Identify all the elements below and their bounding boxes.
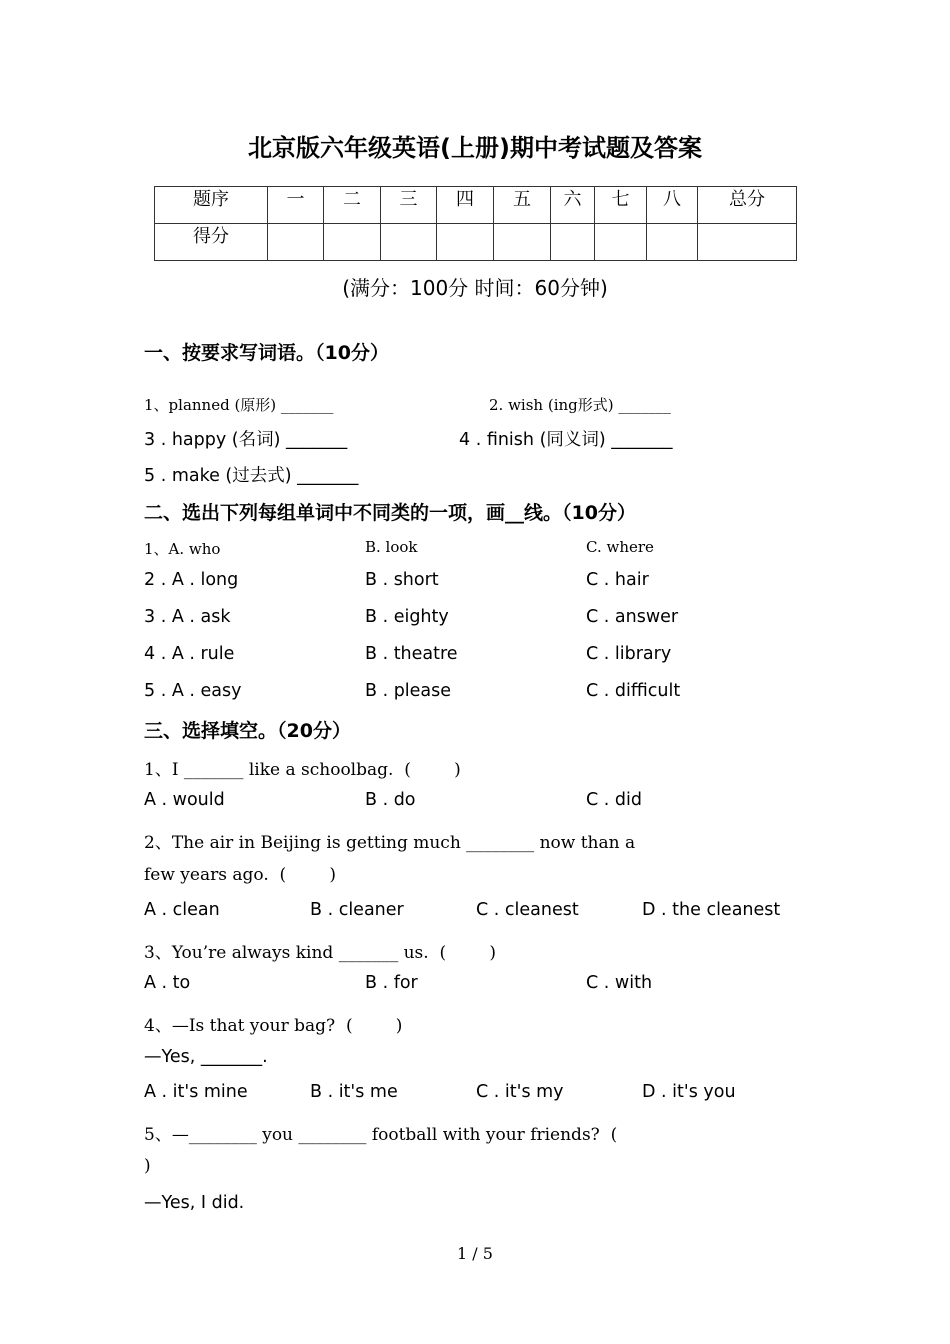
s2-row-1-a: 1、A. who bbox=[144, 540, 221, 558]
s3-q2-option-c: C . cleanest bbox=[476, 900, 579, 920]
header-cell: 总分 bbox=[698, 187, 797, 224]
s2-row-2-b: B . short bbox=[365, 570, 439, 590]
s2-row-3-a: 3 . A . ask bbox=[144, 607, 231, 627]
section-1-heading: 一、按要求写词语。（10分） bbox=[144, 342, 389, 364]
s2-row-5-b: B . please bbox=[365, 681, 452, 701]
score-table bbox=[154, 186, 797, 261]
s3-question-3: 3、You’re always kind _______ us. ( ) bbox=[144, 943, 496, 963]
header-cell: 题序 bbox=[155, 187, 268, 224]
header-cell: 五 bbox=[494, 187, 551, 224]
s1-question-3: 3 . happy (名词) _______ bbox=[144, 430, 348, 450]
s3-q3-option-b: B . for bbox=[365, 973, 418, 993]
s2-row-1-b: B. look bbox=[365, 538, 418, 556]
section-3-heading: 三、选择填空。（20分） bbox=[144, 720, 351, 742]
s1-question-2: 2. wish (ing形式) _______ bbox=[489, 396, 671, 414]
s2-row-4-a: 4 . A . rule bbox=[144, 644, 235, 664]
s3-question-1: 1、I _______ like a schoolbag. ( ) bbox=[144, 760, 461, 780]
s3-q2-option-d: D . the cleanest bbox=[642, 900, 781, 920]
score-cell bbox=[324, 224, 381, 261]
s2-row-2-a: 2 . A . long bbox=[144, 570, 239, 590]
s3-q3-option-c: C . with bbox=[586, 973, 653, 993]
score-label-cell: 得分 bbox=[155, 224, 268, 261]
header-cell: 八 bbox=[647, 187, 698, 224]
page-number: 1 / 5 bbox=[457, 1244, 493, 1263]
exam-note: (满分：100分 时间：60分钟) bbox=[342, 276, 608, 300]
s3-q4-option-a: A . it's mine bbox=[144, 1082, 248, 1102]
s2-row-4-c: C . library bbox=[586, 644, 672, 664]
section-2-heading: 二、选出下列每组单词中不同类的一项，画__线。（10分） bbox=[144, 502, 636, 524]
s2-row-5-c: C . difficult bbox=[586, 681, 681, 701]
header-cell: 七 bbox=[595, 187, 647, 224]
header-cell: 一 bbox=[268, 187, 324, 224]
s3-q4-option-b: B . it's me bbox=[310, 1082, 398, 1102]
s3-q4-reply: —Yes, _______. bbox=[144, 1047, 268, 1067]
header-cell: 六 bbox=[551, 187, 595, 224]
s2-row-1-c: C. where bbox=[586, 538, 654, 556]
s2-row-3-b: B . eighty bbox=[365, 607, 449, 627]
score-cell bbox=[381, 224, 437, 261]
score-cell bbox=[595, 224, 647, 261]
score-cell bbox=[551, 224, 595, 261]
s3-q4-option-d: D . it's you bbox=[642, 1082, 736, 1102]
score-table-score-row bbox=[155, 224, 797, 261]
s3-q1-option-c: C . did bbox=[586, 790, 642, 810]
header-cell: 二 bbox=[324, 187, 381, 224]
s3-q5-reply: —Yes, I did. bbox=[144, 1193, 245, 1213]
s3-question-4: 4、—Is that your bag? ( ) bbox=[144, 1016, 403, 1036]
score-cell bbox=[647, 224, 698, 261]
s3-question-5-line-2: ) bbox=[144, 1156, 151, 1176]
score-table-header-row bbox=[155, 187, 797, 224]
page-title: 北京版六年级英语(上册)期中考试题及答案 bbox=[248, 134, 702, 162]
s3-q3-option-a: A . to bbox=[144, 973, 191, 993]
s3-q2-option-b: B . cleaner bbox=[310, 900, 404, 920]
score-cell bbox=[437, 224, 494, 261]
s2-row-5-a: 5 . A . easy bbox=[144, 681, 242, 701]
s3-q4-option-c: C . it's my bbox=[476, 1082, 564, 1102]
s1-question-5: 5 . make (过去式) _______ bbox=[144, 466, 359, 486]
s3-q2-option-a: A . clean bbox=[144, 900, 220, 920]
s3-question-2-line-2: few years ago. ( ) bbox=[144, 865, 337, 885]
s3-q1-option-b: B . do bbox=[365, 790, 416, 810]
s3-question-5-line-1: 5、—________ you ________ football with your friends? ( bbox=[144, 1125, 618, 1145]
s2-row-3-c: C . answer bbox=[586, 607, 679, 627]
s2-row-4-b: B . theatre bbox=[365, 644, 458, 664]
s1-question-4: 4 . finish (同义词) _______ bbox=[459, 430, 673, 450]
score-cell bbox=[268, 224, 324, 261]
s2-row-2-c: C . hair bbox=[586, 570, 649, 590]
s3-q1-option-a: A . would bbox=[144, 790, 225, 810]
score-cell bbox=[698, 224, 797, 261]
s3-question-2-line-1: 2、The air in Beijing is getting much ________ now than a bbox=[144, 833, 636, 853]
s1-question-1: 1、planned (原形) _______ bbox=[144, 396, 334, 414]
header-cell: 三 bbox=[381, 187, 437, 224]
score-cell bbox=[494, 224, 551, 261]
header-cell: 四 bbox=[437, 187, 494, 224]
